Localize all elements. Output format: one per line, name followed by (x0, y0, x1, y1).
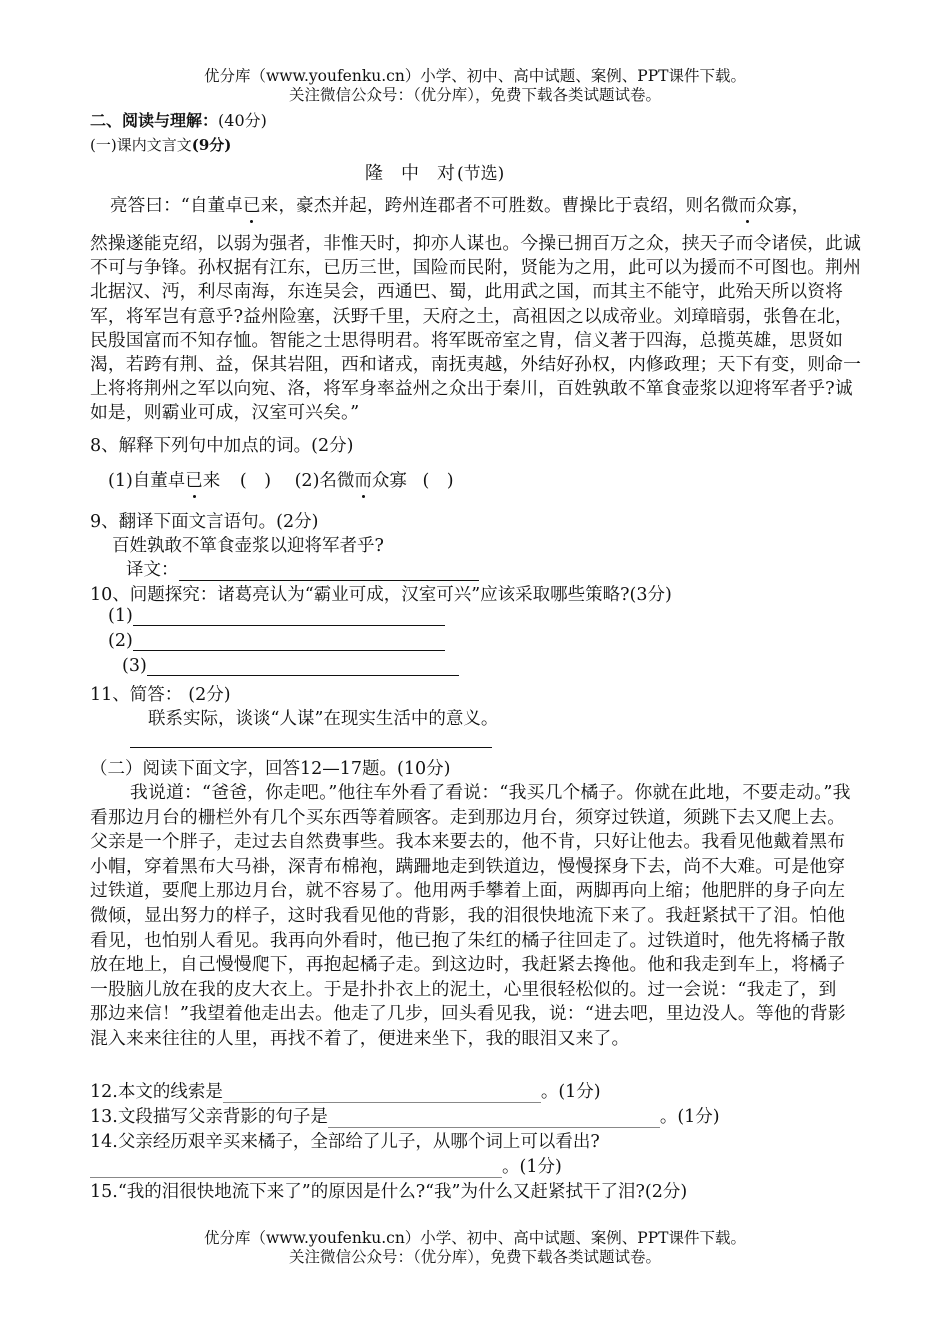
q14: 14.父亲经历艰辛买来橘子，全部给了儿子，从哪个词上可以看出? (90, 1132, 600, 1152)
q8-item2-answer[interactable]: ( ) (422, 471, 454, 491)
q8-item1-post: 来 (202, 471, 221, 491)
part2-passage (90, 781, 852, 1052)
q11-score: (2分) (188, 685, 231, 705)
passage-body (90, 232, 865, 426)
passage-paragraph: 然操遂能克绍，以弱为强者，非惟天时，抑亦人谋也。今操已拥百万之众，挟天子而令诸侯，此诚不可与争锋。孙权据有江东，已历三世，国险而民附，贤能为之用，此可以为援而不可图也。荆州北据汉、沔，利尽南海，东连吴会，西通巴、蜀，此用武之国，而其主不能守，此殆天所以资将军，将军岂有意乎?益州险塞，沃野千里，天府之土，高祖因之以成帝业。刘璋暗弱，张鲁在北，民殷国富而不知存恤。智能之士思得明君。将军既帝室之胄，信义著于四海，总揽英雄，思贤如渴，若跨有荆、益，保其岩阻，西和诸戎，南抚夷越，外结好孙权，内修政理；天下有变，则命一上将将荆州之军以向宛、洛，将军身率益州之众出于秦川，百姓孰敢不箪食壶浆以迎将军者乎?诚如是，则霸业可成，汉室可兴矣。” (90, 233, 862, 424)
part1-label (90, 134, 231, 155)
q8-item1-dotted: 已 (185, 471, 203, 491)
q14-answer-line[interactable] (90, 1159, 502, 1178)
q8-item2-post: 众寡 (371, 471, 407, 491)
q15: 15.“我的泪很快地流下来了”的原因是什么?“我”为什么又赶紧拭干了泪?(2分) (90, 1182, 688, 1202)
q9-translation (126, 556, 479, 581)
section-title (90, 108, 267, 131)
q8-item2-dotted: 而 (354, 471, 372, 491)
q11-text: 11、简答： (90, 685, 183, 705)
q11-answer-line[interactable] (130, 729, 492, 748)
passage-text-b: 来，豪杰并起，跨州连郡者不可胜数。曹操比于袁绍，则名微 (260, 196, 739, 216)
q10-answer-line-1[interactable] (133, 607, 445, 626)
q9-prompt: 9、翻译下面文言语句。(2分) (90, 512, 319, 532)
passage-title (365, 159, 504, 185)
dotted-word-1: 已 (243, 196, 261, 216)
passage-subtitle: (节选) (457, 164, 505, 184)
part2-passage-text: 我说道：“爸爸，你走吧。”他往车外看了看说：“我买几个橘子。你就在此地，不要走动。”我看那边月台的栅栏外有几个买东西等着顾客。走到那边月台，须穿过铁道，须跳下去又爬上去。父亲是一个胖子，走过去自然费事些。我本来要去的，他不肯，只好让他去。我看见他戴着黑布小帽，穿着黑布大马褂，深青布棉袍，蹒跚地走到铁道边，慢慢探身下去，尚不大难。可是他穿过铁道，要爬上那边月台，就不容易了。他用两手攀着上面，两脚再向上缩；他肥胖的身子向左微倾，显出努力的样子，这时我看见他的背影，我的泪很快地流下来了。我赶紧拭干了泪。怕他看见，也怕别人看见。我再向外看时，他已抱了朱红的橘子往回走了。过铁道时，他先将橘子散放在地上，自己慢慢爬下，再抱起橘子走。到这边时，我赶紧去搀他。他和我走到车上，将橘子一股脑儿放在我的皮大衣上。于是扑扑衣上的泥土，心里很轻松似的。过一会说：“我走了，到那边来信！”我望着他走出去。他走了几步，回头看见我，说：“进去吧，里边没人。等他的背影混入来来往往的人里，再找不着了，便进来坐下，我的眼泪又来了。 (90, 782, 851, 1049)
q12-text: 12.本文的线索是 (90, 1082, 223, 1102)
header-line-2: 关注微信公众号：（优分库），免费下载各类试题试卷。 (288, 86, 661, 104)
passage-text-c: 众寡， (756, 196, 810, 216)
q9-translation-label: 译文： (126, 560, 179, 580)
footer-line-1: 优分库（www.youfenku.cn）小学、初中、高中试题、案例、PPT课件下载。 (203, 1229, 747, 1247)
q8-item1-pre: (1)自董卓 (108, 471, 186, 491)
q10-item-1-label: (1) (108, 606, 133, 626)
q9-sentence: 百姓孰敢不箪食壶浆以迎将军者乎? (112, 536, 384, 556)
section-score: (40分) (218, 111, 267, 130)
q12 (90, 1078, 601, 1103)
header-line-1: 优分库（www.youfenku.cn）小学、初中、高中试题、案例、PPT课件下载。 (203, 67, 747, 85)
q14-score: 。(1分) (502, 1157, 562, 1177)
q10-item-1 (108, 606, 445, 626)
q9-answer-line[interactable] (179, 562, 479, 581)
q10-item-2-label: (2) (108, 631, 133, 651)
q10-answer-line-3[interactable] (147, 657, 459, 676)
q10-answer-line-2[interactable] (133, 632, 445, 651)
q11-prompt (90, 681, 231, 706)
q8-item2-pre: (2)名微 (294, 471, 355, 491)
q13-score: 。(1分) (659, 1107, 720, 1127)
part2-heading: （二）阅读下面文字，回答12—17题。(10分) (90, 759, 451, 779)
part1-label-text: (一)课内文言文 (90, 136, 192, 154)
q10-item-2 (108, 631, 445, 651)
passage-text-a: 亮答曰：“自董卓 (110, 196, 244, 216)
passage-line-1 (110, 192, 809, 217)
passage-title-text: 隆 中 对 (365, 163, 455, 184)
q8-prompt: 8、解释下列句中加点的词。(2分) (90, 436, 354, 456)
q14-answer (90, 1153, 562, 1178)
q13-answer-line[interactable] (328, 1109, 660, 1128)
section-title-text: 二、阅读与理解： (90, 111, 219, 130)
part1-score: (9分) (191, 136, 232, 154)
q8-item1-answer[interactable]: ( ) (239, 471, 272, 491)
q10-item-3-label: (3) (122, 656, 147, 676)
q11-question: 联系实际，谈谈“人谋”在现实生活中的意义。 (148, 709, 499, 729)
q8-items (108, 467, 454, 492)
q10-item-3 (122, 656, 459, 676)
q12-score: 。(1分) (540, 1082, 601, 1102)
footer-line-2: 关注微信公众号：（优分库），免费下载各类试题试卷。 (288, 1248, 661, 1266)
q10-prompt: 10、问题探究：诸葛亮认为“霸业可成，汉室可兴”应该采取哪些策略?(3分) (90, 585, 672, 605)
q13-text: 13.文段描写父亲背影的句子是 (90, 1107, 328, 1127)
q13 (90, 1103, 720, 1128)
q12-answer-line[interactable] (223, 1084, 541, 1103)
dotted-word-2: 而 (738, 196, 757, 216)
